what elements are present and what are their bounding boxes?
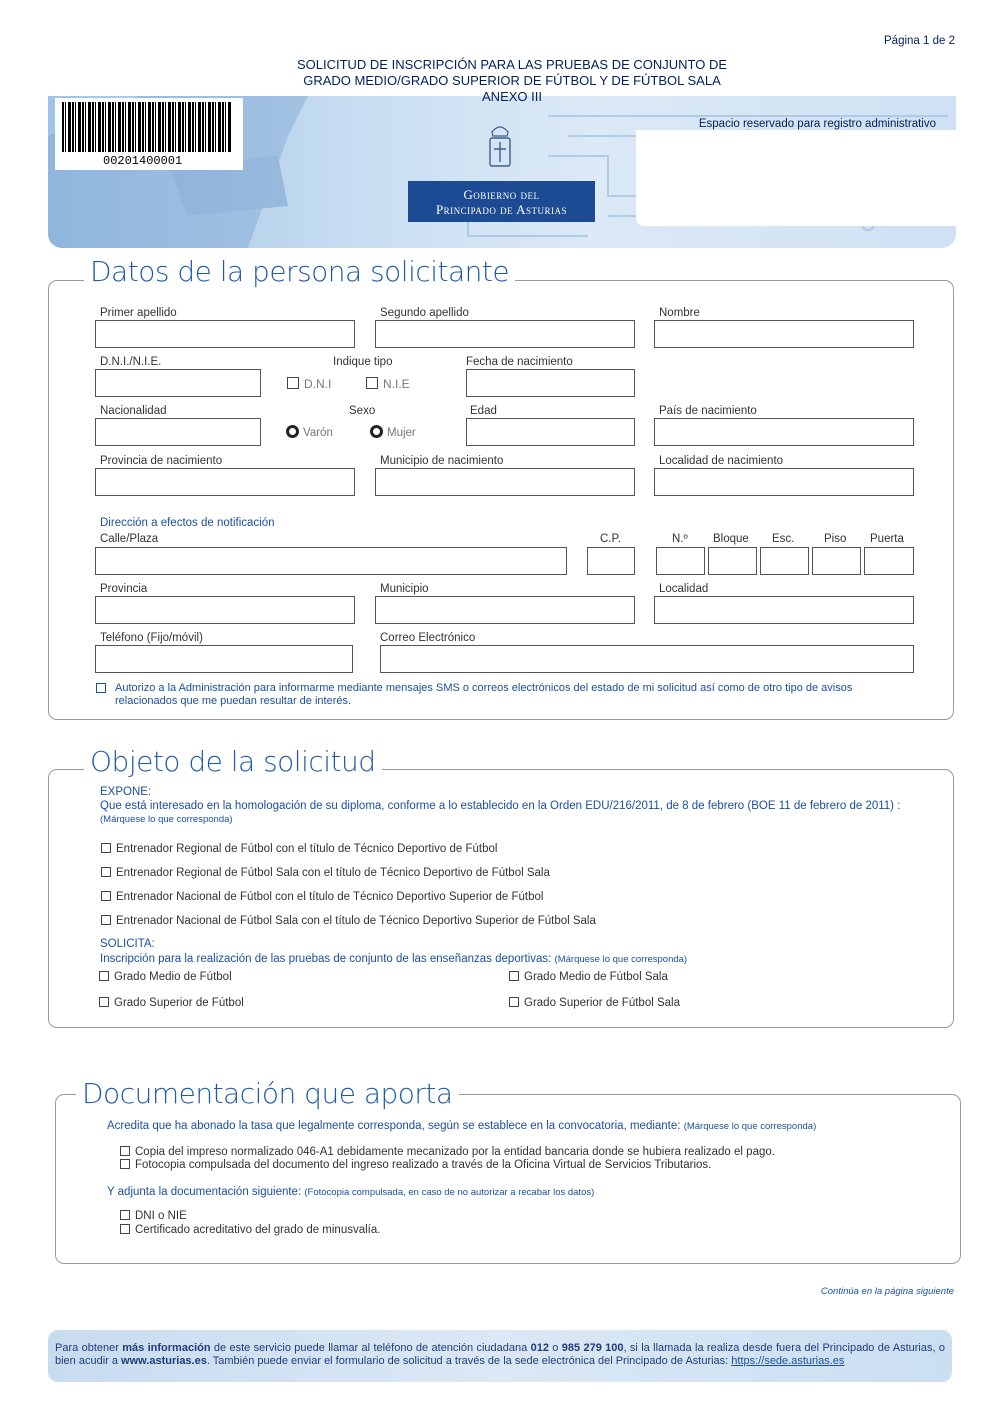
fee-checkbox-1[interactable] [120, 1146, 130, 1156]
birth-locality-field[interactable] [654, 468, 914, 496]
grade-option-4-label: Grado Superior de Fútbol Sala [524, 997, 680, 1009]
diploma-checkbox-1[interactable] [101, 843, 111, 853]
footer-t5: o [548, 1342, 562, 1354]
type-nie-label: N.I.E [383, 377, 410, 391]
type-nie-option[interactable] [366, 377, 410, 391]
diploma-option-2-label: Entrenador Regional de Fútbol Sala con el título de Técnico Deportivo de Fútbol Sala [116, 867, 550, 879]
locality-label: Localidad [659, 583, 709, 595]
attach-checkbox-1[interactable] [120, 1210, 130, 1220]
age-field[interactable] [466, 418, 635, 446]
fee-text [107, 1120, 816, 1132]
registry-area [636, 130, 956, 226]
fee-mark-note: (Márquese lo que corresponda) [683, 1121, 817, 1132]
footer-t3: de este servicio puede llamar al teléfono de atención ciudadana [210, 1342, 531, 1354]
birth-province-label: Provincia de nacimiento [100, 455, 223, 467]
expone-text [100, 800, 920, 826]
registry-label: Espacio reservado para registro administrativo [698, 118, 936, 130]
municipality-field[interactable] [375, 596, 635, 624]
documents-section-title: Documentación que aporta [76, 1077, 459, 1110]
birth-date-field[interactable] [466, 369, 635, 397]
first-surname-field[interactable] [95, 320, 355, 348]
fee-option-2-label: Fotocopia compulsada del documento del ingreso realizado a través de la Oficina Virtual de Servicios Tributarios. [135, 1159, 712, 1171]
fee-option-1-label: Copia del impreso normalizado 046-A1 debidamente mecanizado por la entidad bancaria donde se hubiera realizado el pago. [135, 1146, 775, 1158]
grade-option-3[interactable] [99, 997, 244, 1009]
door-field[interactable] [864, 547, 914, 575]
door-label: Puerta [870, 533, 904, 545]
street-field[interactable] [95, 547, 567, 575]
block-field[interactable] [708, 547, 757, 575]
birth-province-field[interactable] [95, 468, 355, 496]
attach-option-1[interactable] [120, 1210, 187, 1222]
title-line-2: GRADO MEDIO/GRADO SUPERIOR DE FÚTBOL Y DE FÚTBOL SALA [303, 73, 721, 88]
grade-checkbox-1[interactable] [99, 971, 109, 981]
grade-option-2-label: Grado Medio de Fútbol Sala [524, 971, 668, 983]
birth-municipality-field[interactable] [375, 468, 635, 496]
cp-field[interactable] [587, 547, 635, 575]
type-dni-checkbox[interactable] [287, 377, 299, 389]
number-label: N.º [672, 533, 688, 545]
type-nie-checkbox[interactable] [366, 377, 378, 389]
sex-female-label: Mujer [387, 427, 416, 439]
barcode-bars [62, 102, 232, 152]
attach-option-2-label: Certificado acreditativo del grado de minusvalía. [135, 1224, 381, 1236]
first-surname-label: Primer apellido [100, 307, 177, 319]
solicita-heading: SOLICITA: [100, 938, 155, 950]
grade-option-3-label: Grado Superior de Fútbol [114, 997, 244, 1009]
locality-field[interactable] [654, 596, 914, 624]
diploma-checkbox-2[interactable] [101, 867, 111, 877]
nationality-label: Nacionalidad [100, 405, 167, 417]
sex-male-label: Varón [303, 427, 333, 439]
diploma-option-4[interactable] [101, 915, 596, 927]
phone-label: Teléfono (Fijo/móvil) [100, 632, 203, 644]
sex-label: Sexo [349, 405, 376, 417]
second-surname-field[interactable] [375, 320, 635, 348]
diploma-option-3-label: Entrenador Nacional de Fútbol con el título de Técnico Deportivo Superior de Fútbol [116, 891, 544, 903]
block-label: Bloque [713, 533, 749, 545]
page-number: Página 1 de 2 [884, 35, 955, 47]
diploma-option-3[interactable] [101, 891, 543, 903]
footer-t9: . También puede enviar el formulario de solicitud a través de la sede electrónica del Principado de Asturias: [206, 1355, 732, 1367]
grade-option-2[interactable] [509, 971, 668, 983]
footer-more-info: más información [122, 1342, 211, 1354]
sex-male-option[interactable] [286, 425, 333, 439]
cp-label: C.P. [600, 533, 621, 545]
birth-country-field[interactable] [654, 418, 914, 446]
age-label: Edad [470, 405, 497, 417]
continue-note: Continúa en la página siguiente [820, 1286, 954, 1297]
grade-option-1-label: Grado Medio de Fútbol [114, 971, 232, 983]
government-logo [408, 181, 595, 222]
sex-male-radio[interactable] [286, 425, 299, 438]
birth-country-label: País de nacimiento [659, 405, 757, 417]
birth-date-label: Fecha de nacimiento [466, 356, 573, 368]
grade-checkbox-3[interactable] [99, 997, 109, 1007]
attach-checkbox-2[interactable] [120, 1224, 130, 1234]
grade-option-4[interactable] [509, 997, 680, 1009]
municipality-label: Municipio [380, 583, 429, 595]
barcode-number: 00201400001 [103, 154, 183, 168]
sms-consent-option[interactable] [96, 682, 916, 708]
dni-field[interactable] [95, 369, 261, 397]
stair-label: Esc. [772, 533, 795, 545]
attach-option-2[interactable] [120, 1224, 380, 1236]
footer-t1: Para obtener [55, 1342, 123, 1354]
diploma-checkbox-3[interactable] [101, 891, 111, 901]
birth-municipality-label: Municipio de nacimiento [380, 455, 504, 467]
footer-phone-985: 985 279 100 [561, 1342, 624, 1354]
id-type-label: Indique tipo [333, 356, 393, 368]
solicita-text [100, 953, 687, 965]
dni-label: D.N.I./N.I.E. [100, 356, 162, 368]
stair-field[interactable] [760, 547, 809, 575]
floor-label: Piso [824, 533, 847, 545]
expone-mark-note: (Márquese lo que corresponda) [100, 814, 233, 825]
second-surname-label: Segundo apellido [380, 307, 469, 319]
gov-line-1: Gobierno del [463, 187, 540, 202]
floor-field[interactable] [812, 547, 861, 575]
footer-sede-link[interactable]: https://sede.asturias.es [731, 1355, 845, 1367]
grade-checkbox-2[interactable] [509, 971, 519, 981]
diploma-checkbox-4[interactable] [101, 915, 111, 925]
sms-consent-text: Autorizo a la Administración para informarme mediante mensajes SMS o correos electrónicos del estado de mi solicitud así como de otro tipo de avisos relacionados que me puedan resultar de interés. [115, 682, 853, 707]
barcode [55, 98, 243, 170]
grade-checkbox-4[interactable] [509, 997, 519, 1007]
solicita-mark-note: (Márquese lo que corresponda) [554, 954, 688, 965]
applicant-section-title: Datos de la persona solicitante [84, 255, 515, 288]
phone-field[interactable] [95, 645, 353, 673]
object-section-title: Objeto de la solicitud [84, 745, 382, 778]
number-field[interactable] [656, 547, 705, 575]
fee-option-1[interactable] [120, 1146, 775, 1158]
coat-of-arms-icon [487, 122, 513, 173]
province-field[interactable] [95, 596, 355, 624]
attach-text [107, 1186, 594, 1198]
sex-female-radio[interactable] [370, 425, 383, 438]
footer-text [55, 1342, 945, 1368]
type-dni-label: D.N.I [304, 377, 332, 391]
province-label: Provincia [100, 583, 148, 595]
fee-option-2[interactable] [120, 1159, 711, 1171]
sms-consent-checkbox[interactable] [96, 683, 106, 693]
diploma-option-4-label: Entrenador Nacional de Fútbol Sala con el título de Técnico Deportivo Superior de Fútbol Sala [116, 915, 596, 927]
expone-body: Que está interesado en la homologación de su diploma, conforme a lo establecido en la Orden EDU/216/2011, de 8 de febrero (BOE 11 de febrero de 2011) : [100, 800, 901, 812]
diploma-option-1-label: Entrenador Regional de Fútbol con el título de Técnico Deportivo de Fútbol [116, 843, 498, 855]
expone-heading: EXPONE: [100, 786, 152, 798]
street-label: Calle/Plaza [100, 533, 159, 545]
attach-option-1-label: DNI o NIE [135, 1210, 187, 1222]
footer-phone-012: 012 [530, 1342, 549, 1354]
sex-female-option[interactable] [370, 425, 416, 439]
solicita-body: Inscripción para la realización de las pruebas de conjunto de las enseñanzas deportivas: [100, 953, 552, 965]
email-field[interactable] [380, 645, 914, 673]
fee-checkbox-2[interactable] [120, 1159, 130, 1169]
annex-label: ANEXO III [482, 89, 542, 104]
form-title [250, 57, 774, 105]
email-label: Correo Electrónico [380, 632, 476, 644]
address-heading: Dirección a efectos de notificación [100, 517, 275, 529]
nationality-field[interactable] [95, 418, 261, 446]
footer-t7: , si la llamada la realiza desde fuera del Principado de Asturias, o bien acudir a [55, 1342, 946, 1367]
grade-option-1[interactable] [99, 971, 232, 983]
name-label: Nombre [659, 307, 700, 319]
type-dni-option[interactable] [287, 377, 331, 391]
diploma-option-2[interactable] [101, 867, 550, 879]
attach-body: Y adjunta la documentación siguiente: [107, 1186, 302, 1198]
fee-body: Acredita que ha abonado la tasa que legalmente corresponda, según se establece en la convocatoria, mediante: [107, 1120, 681, 1132]
footer-website-link[interactable]: www.asturias.es [121, 1355, 207, 1367]
title-line-1: SOLICITUD DE INSCRIPCIÓN PARA LAS PRUEBAS DE CONJUNTO DE [296, 57, 728, 72]
birth-locality-label: Localidad de nacimiento [659, 455, 784, 467]
gov-line-2: Principado de Asturias [435, 202, 568, 217]
name-field[interactable] [654, 320, 914, 348]
diploma-option-1[interactable] [101, 843, 497, 855]
attach-note: (Fotocopia compulsada, en caso de no autorizar a recabar los datos) [304, 1187, 595, 1198]
